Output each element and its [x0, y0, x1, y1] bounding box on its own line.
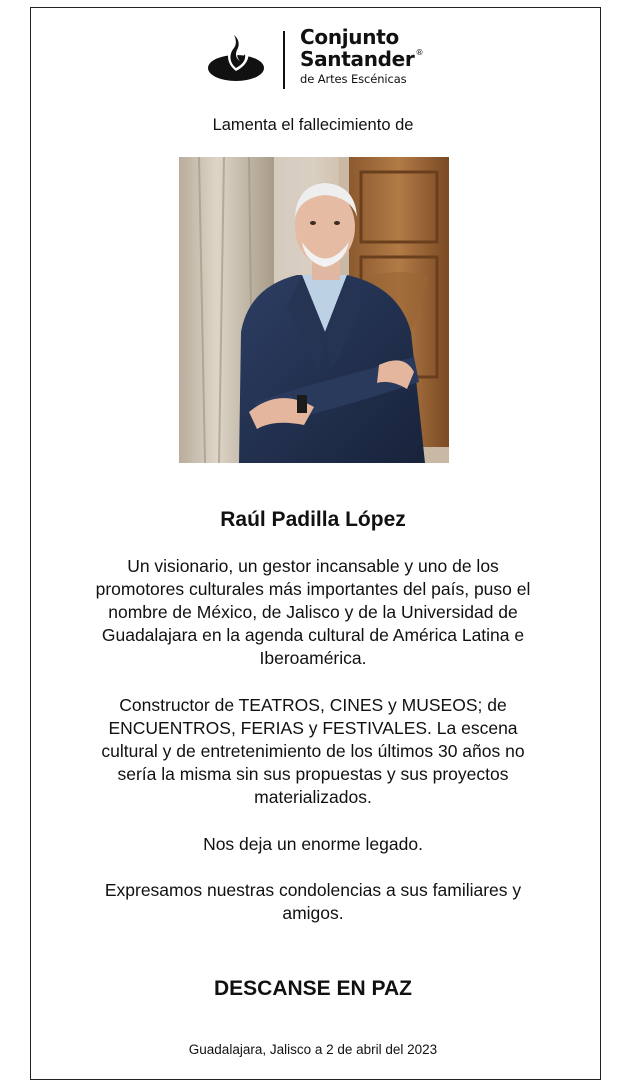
- intro-text: Lamenta el fallecimiento de: [212, 116, 414, 134]
- logo-line-santander: [300, 49, 460, 71]
- deceased-name: Raúl Padilla López: [220, 508, 406, 531]
- logo-divider: [283, 31, 285, 89]
- portrait-photo: [179, 157, 449, 463]
- logo-line-artes: de Artes Escénicas: [300, 72, 407, 86]
- tribute-paragraph-4: Expresamos nuestras condolencias a sus familiares y amigos.: [104, 880, 522, 923]
- conjunto-santander-logo: [0, 27, 626, 97]
- registered-mark: ®: [415, 48, 424, 57]
- logo-line-conjunto: Conjunto: [300, 25, 399, 49]
- portrait-illustration: [179, 157, 449, 463]
- flame-icon: [206, 27, 266, 83]
- place-date: Guadalajara, Jalisco a 2 de abril del 2023: [188, 1042, 438, 1057]
- tribute-paragraph-2: Constructor de TEATROS, CINES y MUSEOS; de ENCUENTROS, FERIAS y FESTIVALES. La escena cultural y de entretenimiento de los últimos 30 años no sería la misma sin sus propuestas y sus proyectos materializados.: [101, 695, 525, 807]
- logo-santander-text: Santander: [300, 47, 415, 71]
- tribute-paragraph-1: Un visionario, un gestor incansable y uno de los promotores culturales más importantes del país, puso el nombre de México, de Jalisco y de la Universidad de Guadalajara en la agenda cultural de América Latina e Iberoamérica.: [95, 556, 531, 668]
- closing-text: DESCANSE EN PAZ: [214, 977, 412, 1000]
- logo-wordmark: [300, 27, 460, 86]
- tribute-paragraph-3: Nos deja un enorme legado.: [203, 834, 423, 854]
